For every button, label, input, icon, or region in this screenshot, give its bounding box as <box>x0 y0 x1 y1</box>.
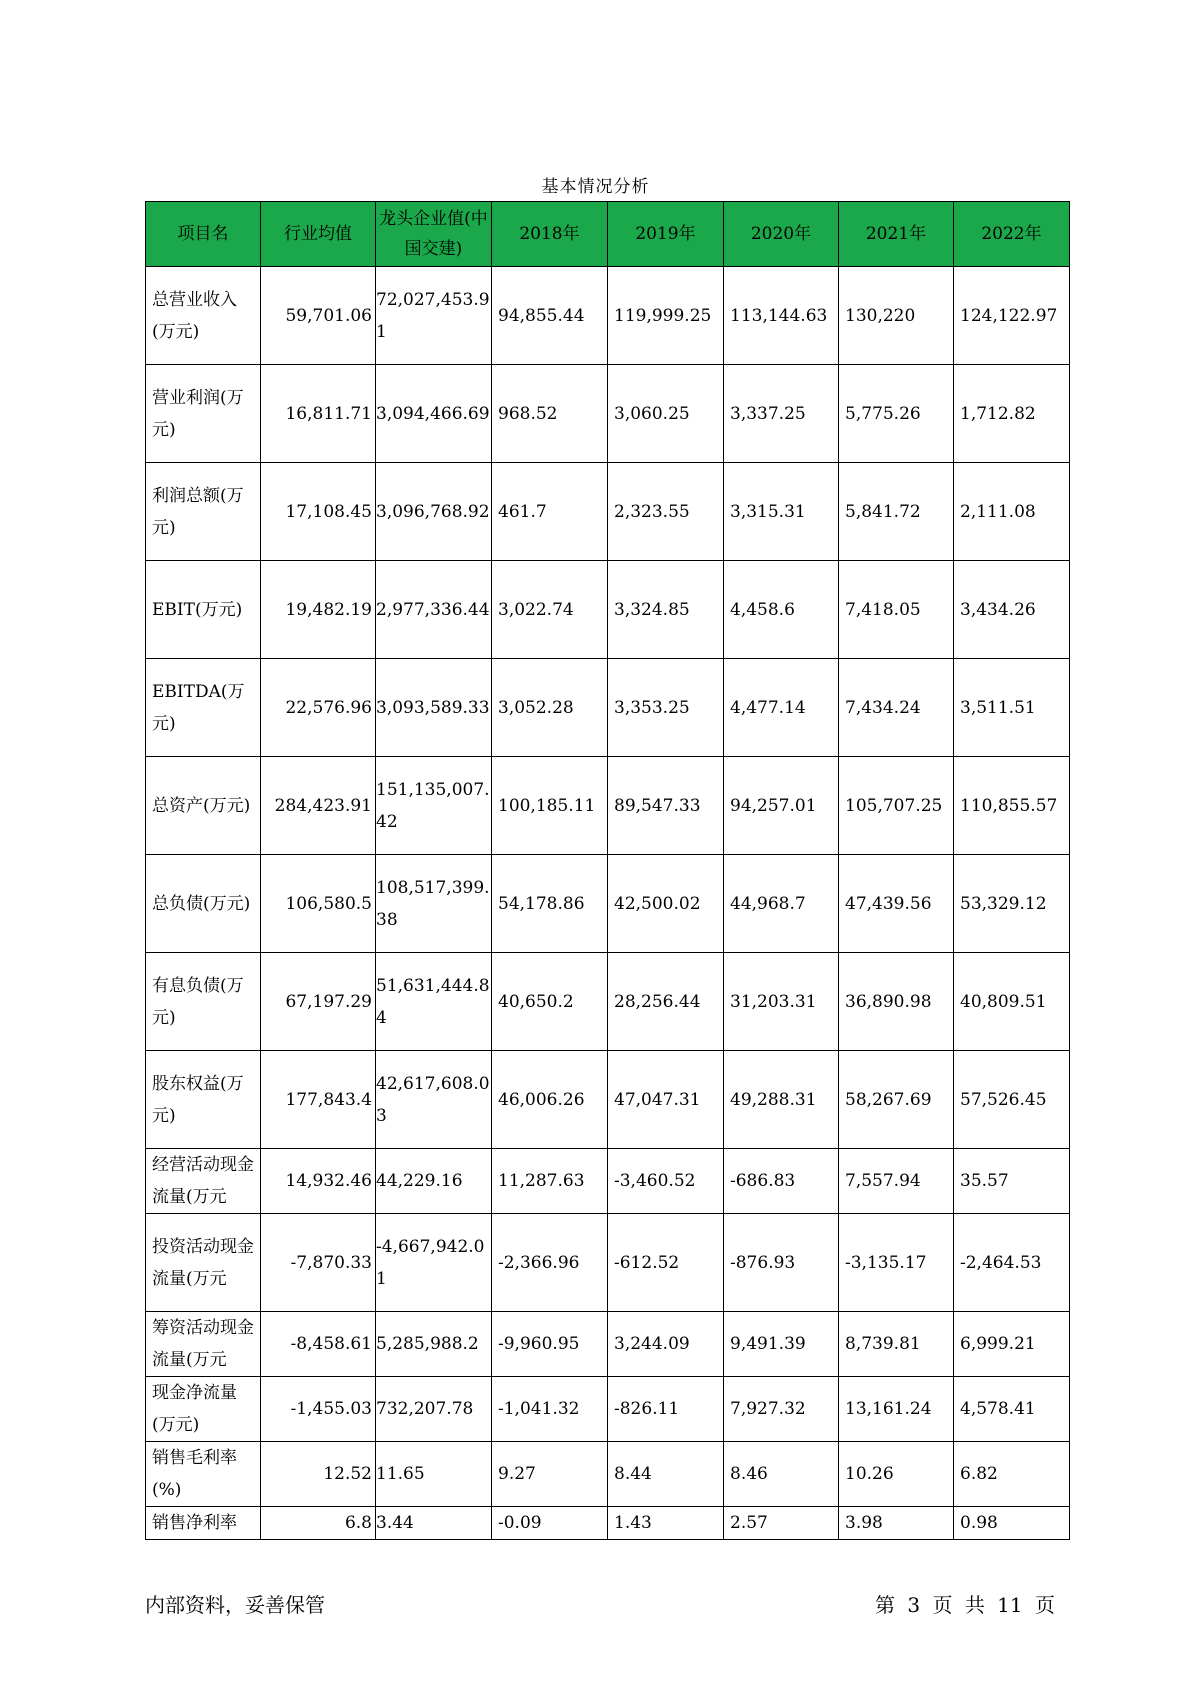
value-cell: 1.43 <box>608 1507 724 1540</box>
value-cell: 16,811.71 <box>261 365 376 463</box>
table-row <box>146 1214 1070 1312</box>
value-cell: 106,580.5 <box>261 855 376 953</box>
value-cell: 72,027,453.91 <box>376 267 492 365</box>
value-cell: 177,843.4 <box>261 1051 376 1149</box>
row-label-cell: 销售毛利率(%) <box>146 1442 261 1507</box>
value-cell: 12.52 <box>261 1442 376 1507</box>
row-label-cell: 投资活动现金流量(万元 <box>146 1214 261 1312</box>
value-cell: 119,999.25 <box>608 267 724 365</box>
value-cell: 36,890.98 <box>839 953 954 1051</box>
table-row <box>146 463 1070 561</box>
value-cell: 3,315.31 <box>724 463 839 561</box>
value-cell: 2,323.55 <box>608 463 724 561</box>
value-cell: 5,285,988.2 <box>376 1312 492 1377</box>
value-cell: 11,287.63 <box>492 1149 608 1214</box>
value-cell: 53,329.12 <box>954 855 1070 953</box>
value-cell: 67,197.29 <box>261 953 376 1051</box>
value-cell: 0.98 <box>954 1507 1070 1540</box>
value-cell: 732,207.78 <box>376 1377 492 1442</box>
row-label-cell: 营业利润(万元) <box>146 365 261 463</box>
value-cell: 42,500.02 <box>608 855 724 953</box>
value-cell: 44,968.7 <box>724 855 839 953</box>
value-cell: 46,006.26 <box>492 1051 608 1149</box>
row-label-cell: EBIT(万元) <box>146 561 261 659</box>
value-cell: 105,707.25 <box>839 757 954 855</box>
value-cell: 54,178.86 <box>492 855 608 953</box>
value-cell: 94,257.01 <box>724 757 839 855</box>
value-cell: -9,960.95 <box>492 1312 608 1377</box>
value-cell: 44,229.16 <box>376 1149 492 1214</box>
value-cell: 7,557.94 <box>839 1149 954 1214</box>
value-cell: -4,667,942.01 <box>376 1214 492 1312</box>
value-cell: 3,052.28 <box>492 659 608 757</box>
value-cell: 8.44 <box>608 1442 724 1507</box>
value-cell: 461.7 <box>492 463 608 561</box>
table-row <box>146 365 1070 463</box>
value-cell: 58,267.69 <box>839 1051 954 1149</box>
value-cell: 3,337.25 <box>724 365 839 463</box>
value-cell: 110,855.57 <box>954 757 1070 855</box>
value-cell: -3,135.17 <box>839 1214 954 1312</box>
value-cell: 3.98 <box>839 1507 954 1540</box>
value-cell: 3,244.09 <box>608 1312 724 1377</box>
table-row <box>146 561 1070 659</box>
value-cell: 100,185.11 <box>492 757 608 855</box>
table-row <box>146 267 1070 365</box>
row-label-cell: 筹资活动现金流量(万元 <box>146 1312 261 1377</box>
value-cell: 7,927.32 <box>724 1377 839 1442</box>
header-cell: 2020年 <box>724 202 839 267</box>
value-cell: -612.52 <box>608 1214 724 1312</box>
value-cell: 19,482.19 <box>261 561 376 659</box>
row-label-cell: 总资产(万元) <box>146 757 261 855</box>
value-cell: 6,999.21 <box>954 1312 1070 1377</box>
table-row <box>146 659 1070 757</box>
value-cell: 124,122.97 <box>954 267 1070 365</box>
value-cell: 5,775.26 <box>839 365 954 463</box>
value-cell: 108,517,399.38 <box>376 855 492 953</box>
value-cell: -7,870.33 <box>261 1214 376 1312</box>
value-cell: 28,256.44 <box>608 953 724 1051</box>
value-cell: -0.09 <box>492 1507 608 1540</box>
value-cell: 47,439.56 <box>839 855 954 953</box>
value-cell: 3,060.25 <box>608 365 724 463</box>
value-cell: 4,477.14 <box>724 659 839 757</box>
header-cell: 2018年 <box>492 202 608 267</box>
value-cell: 47,047.31 <box>608 1051 724 1149</box>
value-cell: 7,418.05 <box>839 561 954 659</box>
value-cell: 3.44 <box>376 1507 492 1540</box>
value-cell: 40,650.2 <box>492 953 608 1051</box>
table-row <box>146 1051 1070 1149</box>
value-cell: 7,434.24 <box>839 659 954 757</box>
footer-page-number: 第 3 页 共 11 页 <box>875 1593 1055 1617</box>
basic-analysis-table <box>145 201 1070 1540</box>
value-cell: 9.27 <box>492 1442 608 1507</box>
row-label-cell: 销售净利率 <box>146 1507 261 1540</box>
header-cell: 2019年 <box>608 202 724 267</box>
value-cell: 17,108.45 <box>261 463 376 561</box>
value-cell: 89,547.33 <box>608 757 724 855</box>
value-cell: 8,739.81 <box>839 1312 954 1377</box>
table-row <box>146 1149 1070 1214</box>
value-cell: 94,855.44 <box>492 267 608 365</box>
value-cell: 22,576.96 <box>261 659 376 757</box>
value-cell: 10.26 <box>839 1442 954 1507</box>
value-cell: 3,511.51 <box>954 659 1070 757</box>
value-cell: 59,701.06 <box>261 267 376 365</box>
table-row <box>146 1312 1070 1377</box>
value-cell: 284,423.91 <box>261 757 376 855</box>
value-cell: -2,464.53 <box>954 1214 1070 1312</box>
row-label-cell: 有息负债(万元) <box>146 953 261 1051</box>
header-cell: 项目名 <box>146 202 261 267</box>
row-label-cell: 总负债(万元) <box>146 855 261 953</box>
value-cell: -876.93 <box>724 1214 839 1312</box>
table-row <box>146 1377 1070 1442</box>
header-cell: 龙头企业值(中国交建) <box>376 202 492 267</box>
value-cell: 8.46 <box>724 1442 839 1507</box>
value-cell: 2,111.08 <box>954 463 1070 561</box>
value-cell: 3,022.74 <box>492 561 608 659</box>
header-cell: 2022年 <box>954 202 1070 267</box>
table-row <box>146 1507 1070 1540</box>
table-row <box>146 1442 1070 1507</box>
value-cell: 3,434.26 <box>954 561 1070 659</box>
value-cell: 3,353.25 <box>608 659 724 757</box>
value-cell: 130,220 <box>839 267 954 365</box>
value-cell: 6.8 <box>261 1507 376 1540</box>
row-label-cell: EBITDA(万元) <box>146 659 261 757</box>
table-row <box>146 757 1070 855</box>
value-cell: 13,161.24 <box>839 1377 954 1442</box>
value-cell: 1,712.82 <box>954 365 1070 463</box>
value-cell: 2.57 <box>724 1507 839 1540</box>
value-cell: 2,977,336.44 <box>376 561 492 659</box>
value-cell: 49,288.31 <box>724 1051 839 1149</box>
header-cell: 2021年 <box>839 202 954 267</box>
value-cell: 42,617,608.03 <box>376 1051 492 1149</box>
value-cell: 968.52 <box>492 365 608 463</box>
value-cell: 35.57 <box>954 1149 1070 1214</box>
value-cell: -686.83 <box>724 1149 839 1214</box>
value-cell: -1,041.32 <box>492 1377 608 1442</box>
value-cell: 31,203.31 <box>724 953 839 1051</box>
row-label-cell: 经营活动现金流量(万元 <box>146 1149 261 1214</box>
value-cell: 3,096,768.92 <box>376 463 492 561</box>
value-cell: -2,366.96 <box>492 1214 608 1312</box>
row-label-cell: 总营业收入(万元) <box>146 267 261 365</box>
value-cell: 3,093,589.33 <box>376 659 492 757</box>
value-cell: -3,460.52 <box>608 1149 724 1214</box>
value-cell: 4,578.41 <box>954 1377 1070 1442</box>
value-cell: -1,455.03 <box>261 1377 376 1442</box>
value-cell: 4,458.6 <box>724 561 839 659</box>
document-title: 基本情况分析 <box>541 177 650 197</box>
table-row <box>146 855 1070 953</box>
value-cell: 6.82 <box>954 1442 1070 1507</box>
value-cell: 9,491.39 <box>724 1312 839 1377</box>
value-cell: 40,809.51 <box>954 953 1070 1051</box>
value-cell: 14,932.46 <box>261 1149 376 1214</box>
table-row <box>146 953 1070 1051</box>
table-header-row <box>146 202 1070 267</box>
header-cell: 行业均值 <box>261 202 376 267</box>
value-cell: 5,841.72 <box>839 463 954 561</box>
value-cell: 51,631,444.84 <box>376 953 492 1051</box>
row-label-cell: 现金净流量(万元) <box>146 1377 261 1442</box>
value-cell: 57,526.45 <box>954 1051 1070 1149</box>
value-cell: 151,135,007.42 <box>376 757 492 855</box>
value-cell: 11.65 <box>376 1442 492 1507</box>
value-cell: -826.11 <box>608 1377 724 1442</box>
value-cell: 3,094,466.69 <box>376 365 492 463</box>
value-cell: -8,458.61 <box>261 1312 376 1377</box>
value-cell: 3,324.85 <box>608 561 724 659</box>
row-label-cell: 股东权益(万元) <box>146 1051 261 1149</box>
footer-confidential-note: 内部资料，妥善保管 <box>145 1593 325 1617</box>
value-cell: 113,144.63 <box>724 267 839 365</box>
row-label-cell: 利润总额(万元) <box>146 463 261 561</box>
